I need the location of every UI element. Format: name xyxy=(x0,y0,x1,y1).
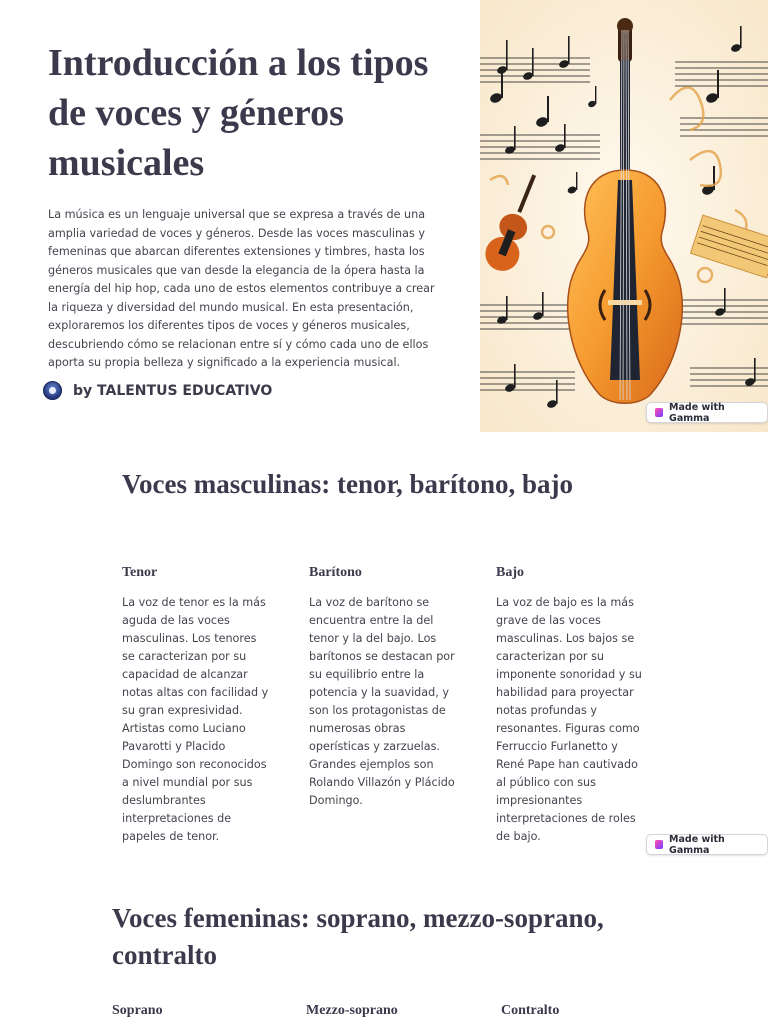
badge-label: Made with Gamma xyxy=(669,833,725,856)
violin-illustration xyxy=(480,0,768,432)
intro-paragraph: La música es un lenguaje universal que se expresa a través de una amplia variedad de voces y géneros. Desde las voces masculinas y femeninas que abarcan diferentes extensiones y timbres, hasta los géneros musicales que van desde la elegancia de la ópera hasta la energía del hip hop, cada uno de estos elementos contribuye a crear la riqueza y diversidad del mundo musical. En esta presentación, exploraremos los diferentes tipos de voces y géneros musicales, descubriendo cómo se relacionan entre sí y cómo cada uno de ellos aporta su propia belleza y significado a la experiencia musical. xyxy=(48,208,435,369)
gamma-logo-icon xyxy=(655,840,663,849)
column-title-soprano: Soprano xyxy=(112,1003,163,1018)
avatar xyxy=(43,381,62,400)
badge-label: Made with Gamma xyxy=(669,401,725,424)
gamma-logo-icon xyxy=(655,408,663,417)
section-title-male-voices: Voces masculinas: tenor, barítono, bajo xyxy=(122,469,574,499)
column-title-contralto: Contralto xyxy=(501,1003,560,1018)
column-title-bajo: Bajo xyxy=(496,565,524,580)
column-title-tenor: Tenor xyxy=(122,565,158,580)
column-text-baritono: La voz de barítono se encuentra entre la del tenor y la del bajo. Los barítonos se destacan por su equilibrio entre la potencia y la suavidad, y son los protagonistas de numerosas obras operísticas y zarzuelas. Grandes ejemplos son Rolando Villazón y Plácido Domingo. xyxy=(309,596,455,807)
section-title-female-voices: Voces femeninas: soprano, mezzo-soprano, contralto xyxy=(112,903,604,970)
column-text-bajo: La voz de bajo es la más grave de las voces masculinas. Los bajos se caracterizan por su imponente sonoridad y su habilidad para proyectar notas profundas y resonantes. Figuras como Ferruccio Furlanetto y René Pape han cautivado al público con sus impresionantes interpretaciones de roles de bajo. xyxy=(496,596,642,843)
column-title-baritono: Barítono xyxy=(309,565,362,580)
column-title-mezzo-soprano: Mezzo-soprano xyxy=(306,1003,398,1018)
page-title: Introducción a los tipos de voces y géneros musicales xyxy=(48,42,429,184)
author-byline[interactable] xyxy=(43,381,272,400)
column-text-tenor: La voz de tenor es la más aguda de las voces masculinas. Los tenores se caracterizan por su capacidad de alcanzar notas altas con facilidad y su gran expresividad. Artistas como Luciano Pavarotti y Placido Domingo son reconocidos a nivel mundial por sus deslumbrantes interpretaciones de papeles de tenor. xyxy=(122,596,269,843)
author-name: by TALENTUS EDUCATIVO xyxy=(73,382,273,399)
made-with-gamma-badge[interactable] xyxy=(646,402,768,423)
made-with-gamma-badge[interactable] xyxy=(646,834,768,855)
